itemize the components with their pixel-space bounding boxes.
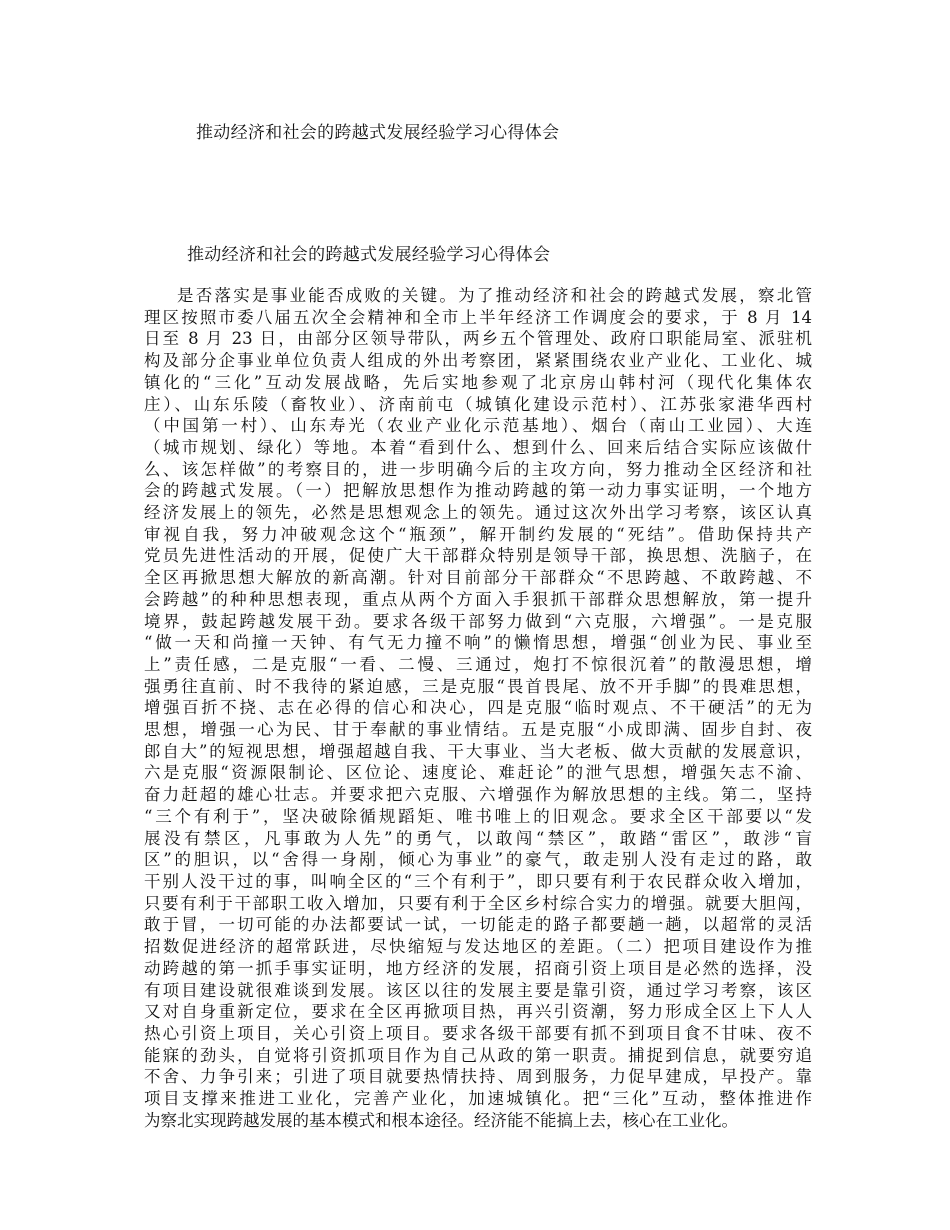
document-heading: 推动经济和社会的跨越式发展经验学习心得体会: [187, 245, 551, 265]
body-line: 构及部分企事业单位负责人组成的外出考察团，紧紧围绕农业产业化、工业化、城: [144, 351, 812, 371]
body-line: 为察北实现跨越发展的基本模式和根本途径。经济能不能搞上去，核心在工业化。: [144, 1110, 738, 1130]
body-line: 经济发展上的领先，必然是思想观念上的领先。通过这次外出学习考察，该区认真: [144, 503, 812, 523]
body-line: 不舍、力争引来；引进了项目就要热情扶持、周到服务，力促早建成，早投产。靠: [144, 1067, 812, 1087]
body-line: 理区按照市委八届五次全会精神和全市上半年经济工作调度会的要求，于 8 月 14: [144, 307, 812, 327]
body-line: 热心引资上项目，关心引资上项目。要求各级干部要有抓不到项目食不甘味、夜不: [144, 1023, 812, 1043]
body-line: 展没有禁区，凡事敢为人先”的勇气，以敢闯“禁区”，敢踏“雷区”，敢涉“盲: [144, 828, 812, 848]
body-line: 是否落实是事业能否成败的关键。为了推动经济和社会的跨越式发展，察北管: [177, 286, 812, 305]
body-line: 会的跨越式发展。（一）把解放思想作为推动跨越的第一动力事实证明，一个地方: [144, 481, 812, 501]
body-line: 会跨越”的种种思想表现，重点从两个方面入手狠抓干部群众思想解放，第一提升: [144, 589, 812, 609]
body-line: 敢于冒，一切可能的办法都要试一试，一切能走的路子都要趟一趟，以超常的灵活: [144, 915, 812, 935]
body-line: 奋力赶超的雄心壮志。并要求把六克服、六增强作为解放思想的主线。第二，坚持: [144, 785, 812, 805]
body-line: 能寐的劲头，自觉将引资抓项目作为自己从政的第一职责。捕捉到信息，就要穷追: [144, 1045, 812, 1065]
body-line: 增强百折不挠、志在必得的信心和决心，四是克服“临时观点、不干硬活”的无为: [144, 698, 812, 718]
body-line: 上”责任感，二是克服“一看、二慢、三通过，炮打不惊很沉着”的散漫思想，增: [144, 654, 812, 674]
body-line: （中国第一村）、山东寿光（农业产业化示范基地）、烟台（南山工业园）、大连: [144, 416, 812, 436]
body-line: 郎自大”的短视思想，增强超越自我、干大事业、当大老板、做大贡献的发展意识，: [144, 741, 812, 761]
body-line: 有项目建设就很难谈到发展。该区以往的发展主要是靠引资，通过学习考察，该区: [144, 980, 812, 1000]
body-line: 么、该怎样做”的考察目的，进一步明确今后的主攻方向，努力推动全区经济和社: [144, 459, 812, 479]
body-line: 动跨越的第一抓手事实证明，地方经济的发展，招商引资上项目是必然的选择，没: [144, 958, 812, 978]
body-line: 境界，鼓起跨越发展干劲。要求各级干部努力做到“六克服，六增强”。一是克服: [144, 611, 812, 631]
body-line: 只要有利于干部职工收入增加，只要有利于全区乡村综合实力的增强。就要大胆闯，: [144, 893, 812, 913]
body-line: 六是克服“资源限制论、区位论、速度论、难赶论”的泄气思想，增强矢志不渝、: [144, 763, 812, 783]
body-line: （城市规划、绿化）等地。本着“看到什么、想到什么、回来后结合实际应该做什: [144, 437, 812, 457]
body-line: 项目支撑来推进工业化，完善产业化，加速城镇化。把“三化”互动，整体推进作: [144, 1089, 812, 1109]
body-line: 全区再掀思想大解放的新高潮。针对目前部分干部群众“不思跨越、不敢跨越、不: [144, 568, 812, 588]
body-line: 强勇往直前、时不我待的紧迫感，三是克服“畏首畏尾、放不开手脚”的畏难思想，: [144, 676, 812, 696]
body-line: “三个有利于”，坚决破除循规蹈矩、唯书唯上的旧观念。要求全区干部要以“发: [144, 806, 812, 826]
body-line: 党员先进性活动的开展，促使广大干部群众特别是领导干部，换思想、洗脑子，在: [144, 546, 812, 566]
body-line: 思想，增强一心为民、甘于奉献的事业情结。五是克服“小成即满、固步自封、夜: [144, 720, 812, 740]
body-line: 镇化的“三化”互动发展战略，先后实地参观了北京房山韩村河（现代化集体农: [144, 372, 812, 392]
body-line: 招数促进经济的超常跃进，尽快缩短与发达地区的差距。（二）把项目建设作为推: [144, 937, 812, 957]
body-line: 又对自身重新定位，要求在全区再掀项目热，再兴引资潮，努力形成全区上下人人: [144, 1002, 812, 1022]
body-paragraph: [144, 285, 812, 1131]
body-line: 干别人没干过的事，叫响全区的“三个有利于”，即只要有利于农民群众收入增加，: [144, 871, 812, 891]
body-line: 区”的胆识，以“舍得一身剐，倾心为事业”的豪气，敢走别人没有走过的路，敢: [144, 850, 812, 870]
body-line: “做一天和尚撞一天钟、有气无力撞不响”的懒惰思想，增强“创业为民、事业至: [144, 633, 812, 653]
body-line: 庄）、山东乐陵（畜牧业）、济南前屯（城镇化建设示范村）、江苏张家港华西村: [144, 394, 812, 414]
page-title: 推动经济和社会的跨越式发展经验学习心得体会: [196, 123, 560, 143]
body-line: 日至 8 月 23 日，由部分区领导带队，两乡五个管理处、政府口职能局室、派驻机: [144, 329, 812, 349]
body-line: 审视自我，努力冲破观念这个“瓶颈”，解开制约发展的“死结”。借助保持共产: [144, 524, 812, 544]
